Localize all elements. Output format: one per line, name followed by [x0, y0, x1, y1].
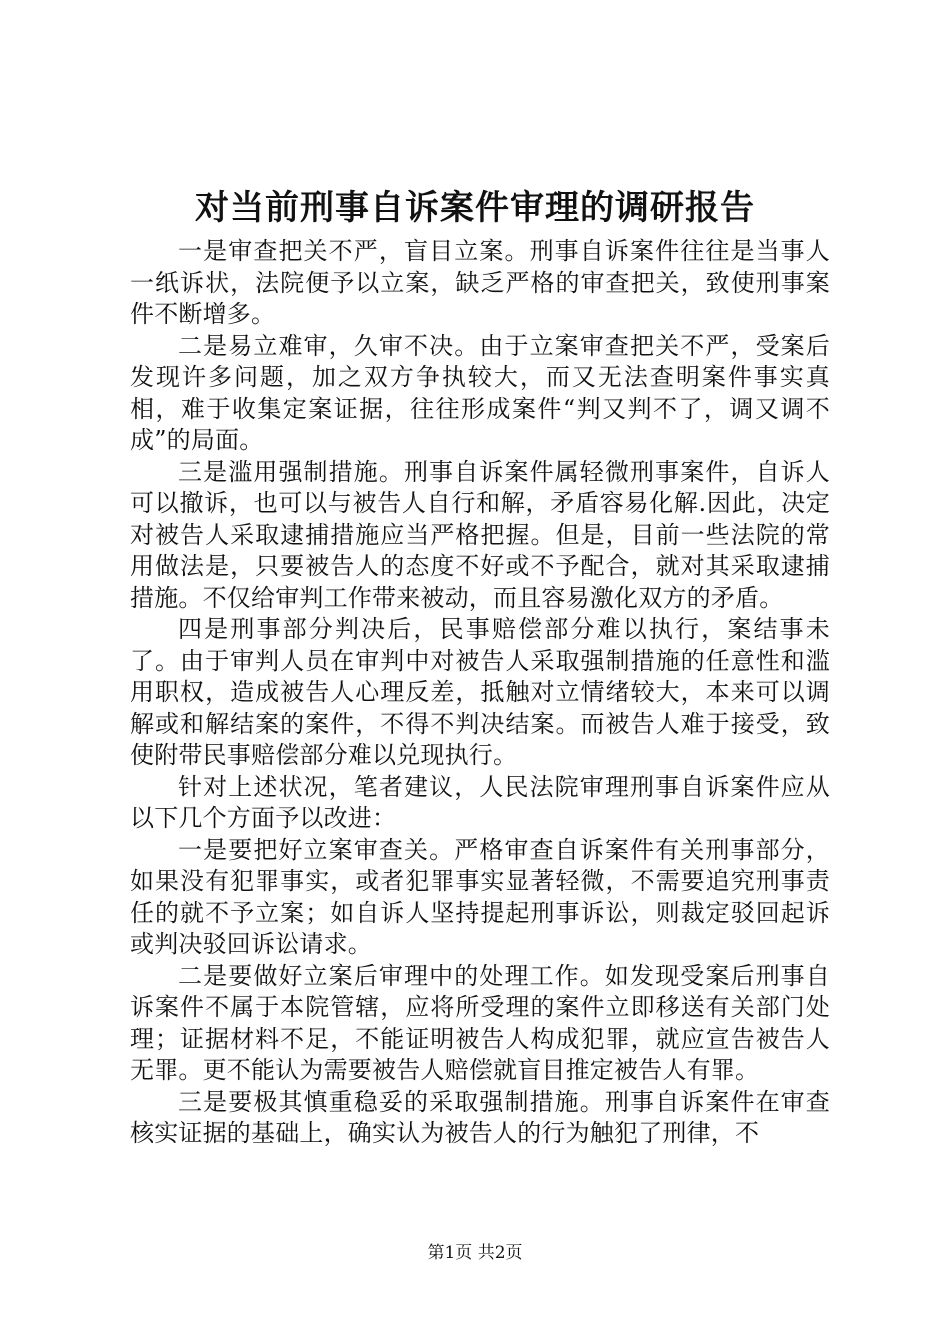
page-number-footer: 第1页 共2页 [427, 1243, 523, 1263]
paragraph-4: 四是刑事部分判决后，民事赔偿部分难以执行，案结事未了。由于审判人员在审判中对被告人采取强制措施的任意性和滥用职权，造成被告人心理反差，抵触对立情绪较大，本来可以调解或和解结案的案件，不得不判决结案。而被告人难于接受，致使附带民事赔偿部分难以兑现执行。 [130, 615, 830, 769]
document-body [130, 236, 830, 1150]
paragraph-5: 针对上述状况，笔者建议，人民法院审理刑事自诉案件应从以下几个方面予以改进： [130, 772, 830, 832]
paragraph-3: 三是滥用强制措施。刑事自诉案件属轻微刑事案件，自诉人可以撤诉，也可以与被告人自行和解，矛盾容易化解.因此，决定对被告人采取逮捕措施应当严格把握。但是，目前一些法院的常用做法是，只要被告人的态度不好或不予配合，就对其采取逮捕措施。不仅给审判工作带来被动，而且容易激化双方的矛盾。 [130, 457, 830, 612]
paragraph-8: 三是要极其慎重稳妥的采取强制措施。刑事自诉案件在审查核实证据的基础上，确实认为被告人的行为触犯了刑律，不 [130, 1087, 830, 1147]
paragraph-6: 一是要把好立案审查关。严格审查自诉案件有关刑事部分，如果没有犯罪事实，或者犯罪事实显著轻微，不需要追究刑事责任的就不予立案；如自诉人坚持提起刑事诉讼，则裁定驳回起诉或判决驳回诉讼请求。 [130, 835, 830, 958]
paragraph-7: 二是要做好立案后审理中的处理工作。如发现受案后刑事自诉案件不属于本院管辖，应将所受理的案件立即移送有关部门处理；证据材料不足，不能证明被告人构成犯罪，就应宣告被告人无罪。更不能认为需要被告人赔偿就盲目推定被告人有罪。 [130, 961, 830, 1084]
paragraph-1: 一是审查把关不严，盲目立案。刑事自诉案件往往是当事人一纸诉状，法院便予以立案，缺乏严格的审查把关，致使刑事案件不断增多。 [130, 237, 830, 328]
document-title: 对当前刑事自诉案件审理的调研报告 [195, 188, 755, 228]
paragraph-2: 二是易立难审，久审不决。由于立案审查把关不严，受案后发现许多问题，加之双方争执较大，而又无法查明案件事实真相，难于收集定案证据，往往形成案件“判又判不了，调又调不成”的局面。 [130, 331, 830, 454]
